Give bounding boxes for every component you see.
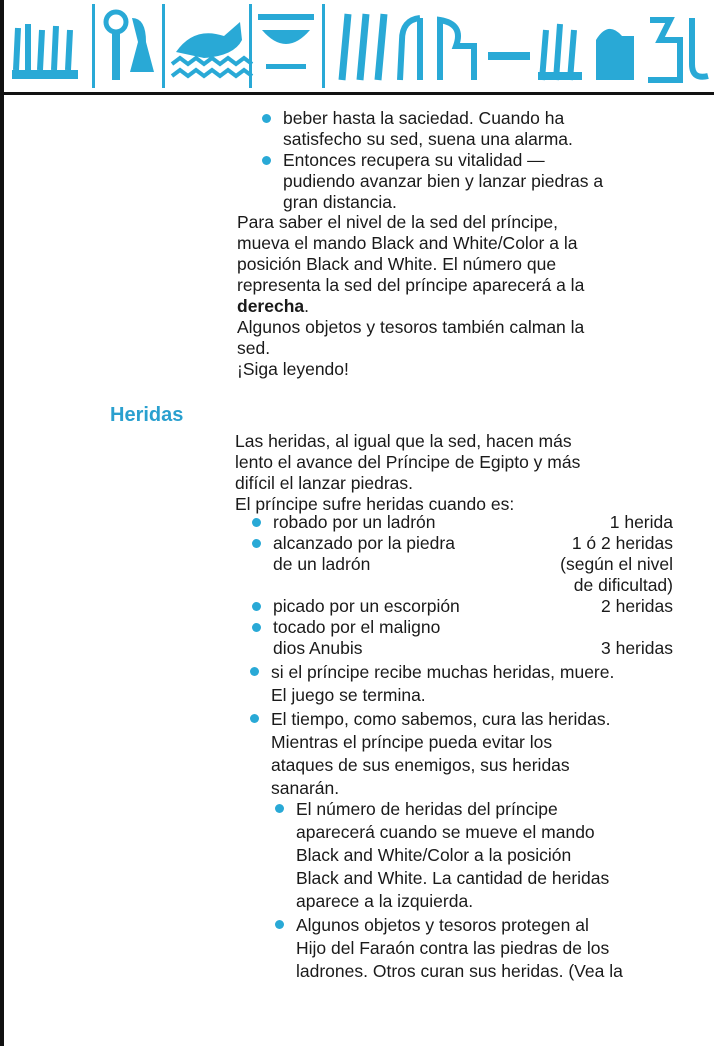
paragraph-line [237,296,584,317]
bullet-line: sanarán. [271,778,340,798]
page-left-edge [0,0,4,1046]
bullet-line: pudiendo avanzar bien y lanzar piedras a [283,171,604,191]
bullet-line: Black and White. La cantidad de heridas [296,868,610,888]
bullet-item [283,150,603,213]
bullet-line: aparecerá cuando se mueve el mando [296,822,595,842]
wound-cause [273,512,435,533]
bullet-line: El número de heridas del príncipe [296,799,558,819]
wound-amount-line: (según el nivel [560,554,673,574]
section-title-heridas: Heridas [110,404,184,426]
bullet-item [271,708,610,800]
bullet-item [296,914,623,983]
bullet-line: Entonces recupera su vitalidad — [283,150,545,170]
bullet-line: Mientras el príncipe pueda evitar los [271,732,553,752]
paragraph-line: difícil el lanzar piedras. [235,473,413,493]
bullet-line: aparece a la izquierda. [296,891,474,911]
wound-amount [610,512,673,533]
wound-amount [601,596,673,617]
wound-amount [560,533,673,596]
wound-amount-line: 1 ó 2 heridas [571,533,673,553]
bullet-line: Hijo del Faraón contra las piedras de los [296,938,610,958]
wound-cause-line: dios Anubis [273,638,363,658]
wound-amount-line: 1 herida [609,512,673,532]
bullet-line: ladrones. Otros curan sus heridas. (Vea la [296,961,623,981]
bullet-line: gran distancia. [283,192,397,212]
bold-word: derecha [237,296,305,316]
wound-cause-line: robado por un ladrón [273,512,436,532]
paragraph-line: Algunos objetos y tesoros también calman la [237,317,585,337]
wound-cause-line: picado por un escorpión [273,596,460,616]
bullet-line: satisfecho su sed, suena una alarma. [283,129,573,149]
bullet-line: El juego se termina. [271,685,426,705]
bullet-line: Algunos objetos y tesoros protegen al [296,915,589,935]
bullet-line: si el príncipe recibe muchas heridas, muere. [271,662,615,682]
bullet-item [296,798,609,913]
paragraph-heridas-intro [235,431,580,515]
bullet-line: beber hasta la saciedad. Cuando ha [283,108,565,128]
paragraph-objects [237,317,584,359]
bullet-item [271,661,614,707]
bullet-line: Black and White/Color a la posición [296,845,572,865]
paragraph-line: representa la sed del príncipe aparecerá a la [237,275,585,295]
paragraph-keep-reading: ¡Siga leyendo! [237,359,349,379]
paragraph-thirst-level [237,212,584,317]
bullet-line: ataques de sus enemigos, sus heridas [271,755,570,775]
bullet-item [283,108,573,150]
wound-amount-line [601,617,673,638]
paragraph-line: sed. [237,338,271,358]
wound-cause [273,617,440,659]
wound-amount-line: 3 heridas [601,638,673,658]
punctuation: . [304,296,309,316]
paragraph-line: mueva el mando Black and White/Color a la [237,233,578,253]
paragraph-line: posición Black and White. El número que [237,254,557,274]
paragraph-line: lento el avance del Príncipe de Egipto y más [235,452,581,472]
wound-amount [601,617,673,659]
bullet-line: El tiempo, como sabemos, cura las heridas. [271,709,611,729]
wound-cause-line: alcanzado por la piedra [273,533,455,553]
hieroglyph-border-art [4,0,714,92]
wound-cause [273,596,460,617]
hieroglyph-header [4,0,714,95]
wound-cause-line: de un ladrón [273,554,371,574]
paragraph-line: Para saber el nivel de la sed del príncipe, [237,212,559,232]
paragraph-line: El príncipe sufre heridas cuando es: [235,494,515,514]
paragraph-line: Las heridas, al igual que la sed, hacen más [235,431,572,451]
wound-amount-line: 2 heridas [601,596,673,616]
wound-cause [273,533,455,575]
wound-amount-line: de dificultad) [573,575,673,595]
wound-cause-line: tocado por el maligno [273,617,441,637]
